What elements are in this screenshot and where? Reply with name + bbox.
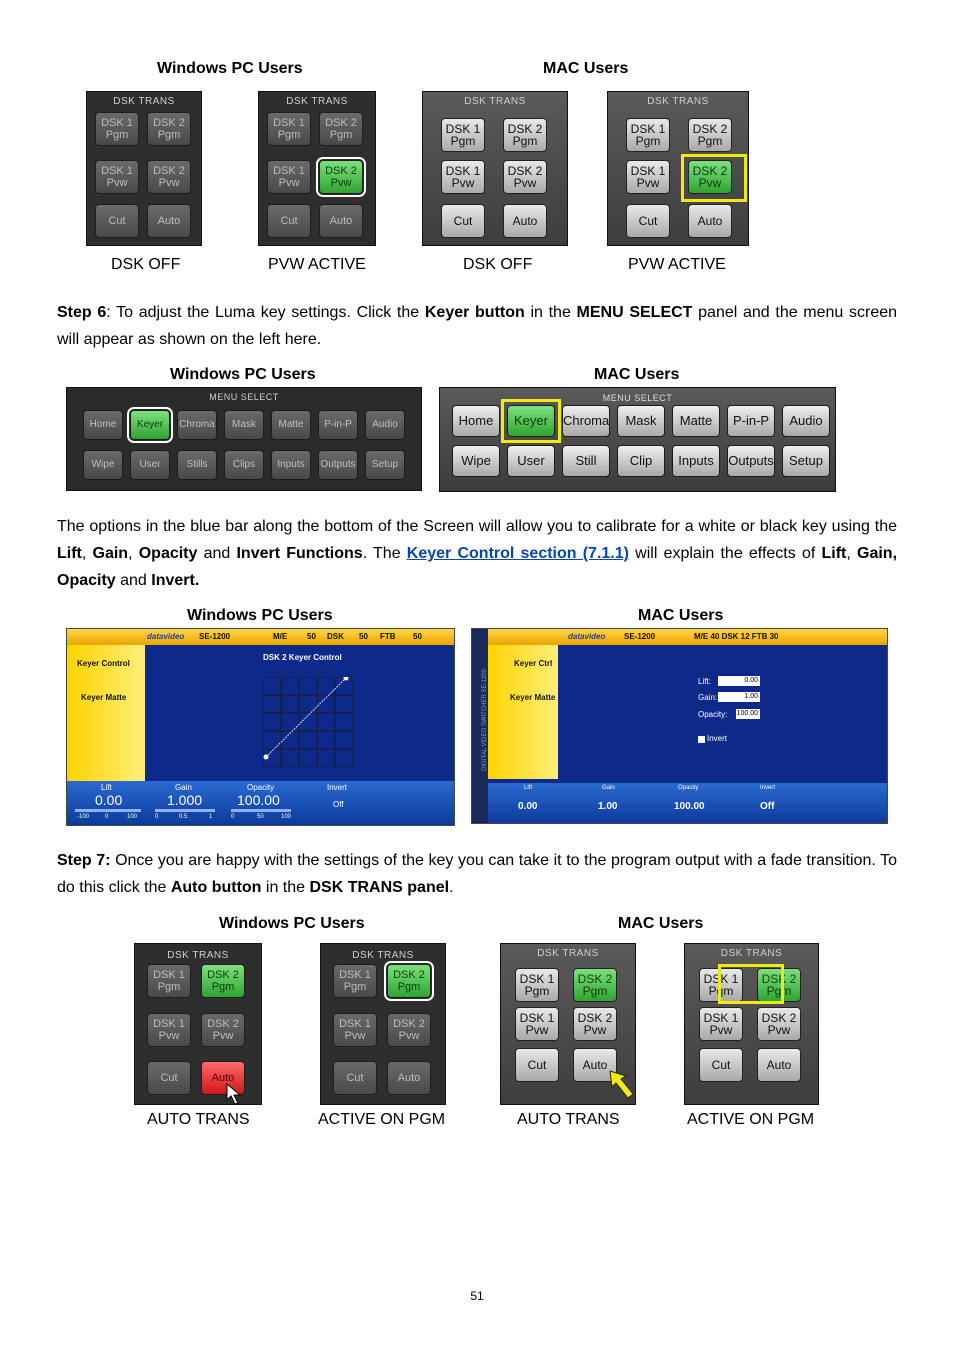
lift-label: Lift xyxy=(524,785,533,791)
auto-button[interactable]: Auto xyxy=(319,204,363,238)
opacity-label: Opacity xyxy=(678,785,699,791)
dsk-trans-panel-mac-auto xyxy=(500,943,636,1105)
lift-slider[interactable] xyxy=(75,809,141,812)
auto-button[interactable]: Auto xyxy=(573,1048,617,1082)
step6-paragraph: Step 6: To adjust the Luma key settings. Click the Keyer button in the MENU SELECT panel and the menu screen will appear as shown on the left here. xyxy=(57,304,898,348)
menu-user-button[interactable]: User xyxy=(507,445,555,477)
gain-scale-min: 0 xyxy=(155,814,159,820)
menu-user-button[interactable]: User xyxy=(130,450,170,480)
caption-active-on-pgm-win: ACTIVE ON PGM xyxy=(318,1111,446,1128)
yellow-arrow-icon xyxy=(607,1068,637,1102)
dsk-trans-panel-win-pvw xyxy=(258,91,376,246)
cut-button[interactable]: Cut xyxy=(626,204,670,238)
dsk2-pvw-button[interactable]: DSK 2 Pvw xyxy=(688,160,732,194)
dsk1-pgm-button[interactable]: DSK 1 Pgm xyxy=(333,964,377,998)
gain-scale-mid: 0.5 xyxy=(179,814,188,820)
dsk1-pgm-button[interactable]: DSK 1 Pgm xyxy=(267,112,311,146)
me-value: 50 xyxy=(307,632,316,641)
dsk2-pvw-button[interactable]: DSK 2 Pvw xyxy=(757,1007,801,1041)
gain-label: Gain xyxy=(602,785,615,791)
opacity-scale-max: 100 xyxy=(281,814,292,820)
cut-button[interactable]: Cut xyxy=(147,1061,191,1095)
caption-auto-trans-mac: AUTO TRANS xyxy=(517,1111,620,1128)
caption-auto-trans-win: AUTO TRANS xyxy=(147,1111,250,1128)
menu-still-button[interactable]: Still xyxy=(562,445,610,477)
auto-button[interactable]: Auto xyxy=(201,1061,245,1095)
menu-audio-button[interactable]: Audio xyxy=(365,410,405,440)
gain-label: Gain xyxy=(175,783,192,792)
brand-logo: datavideo xyxy=(568,632,606,641)
dsk2-pvw-button[interactable]: DSK 2 Pvw xyxy=(319,160,363,194)
highlight-box xyxy=(681,154,747,202)
me-label: M/E xyxy=(273,632,288,641)
highlight-box xyxy=(718,964,784,1004)
section1-win-header: Windows PC Users xyxy=(157,60,303,77)
dsk1-pvw-button[interactable]: DSK 1 Pvw xyxy=(515,1007,559,1041)
dsk1-pvw-button[interactable]: DSK 1 Pvw xyxy=(95,160,139,194)
auto-button[interactable]: Auto xyxy=(688,204,732,238)
side-item-keyer-ctrl[interactable]: Keyer Ctrl xyxy=(514,659,553,668)
dsk-trans-panel-win-auto xyxy=(134,943,262,1105)
auto-button[interactable]: Auto xyxy=(757,1048,801,1082)
invert-value[interactable]: Off xyxy=(333,800,344,809)
dsk1-pvw-button[interactable]: DSK 1 Pvw xyxy=(441,160,485,194)
menu-clip-button[interactable]: Clip xyxy=(617,445,665,477)
dsk2-pgm-button[interactable]: DSK 2 Pgm xyxy=(201,964,245,998)
lift-field-label: Lift: xyxy=(698,677,711,686)
caption-dsk-off-win: DSK OFF xyxy=(111,256,181,273)
gain-value[interactable]: 1.000 xyxy=(167,792,203,808)
panel-title: DSK TRANS xyxy=(286,96,348,107)
gain-value[interactable]: 1.00 xyxy=(598,801,618,812)
side-menu xyxy=(488,645,558,779)
auto-button[interactable]: Auto xyxy=(387,1061,431,1095)
menu-wipe-button[interactable]: Wipe xyxy=(452,445,500,477)
opacity-field[interactable]: 100.00 xyxy=(736,710,758,717)
explanation-paragraph: The options in the blue bar along the bottom of the Screen will allow you to calibrate for a white or black key using the Lift, Gain, Opacity and Invert Functions. The Keyer Control section (7.1.1) will explain the effects of Lift, Gain, Opacity and Invert. xyxy=(57,518,898,589)
dsk2-pgm-button[interactable]: DSK 2 Pgm xyxy=(503,118,547,152)
highlight-box xyxy=(501,399,561,443)
dsk1-pgm-button[interactable]: DSK 1 Pgm xyxy=(699,968,743,1002)
vertical-strip xyxy=(472,629,488,824)
panel-title: DSK TRANS xyxy=(464,96,526,107)
lift-scale-mid: 0 xyxy=(105,814,109,820)
section4-mac-header: MAC Users xyxy=(618,915,704,932)
menu-inputs-button[interactable]: Inputs xyxy=(672,445,720,477)
model-label: SE-1200 xyxy=(624,632,656,641)
keyer-control-link[interactable]: Keyer Control section (7.1.1) xyxy=(406,545,629,562)
panel-title: DSK TRANS xyxy=(720,948,783,959)
invert-value[interactable]: Off xyxy=(760,801,775,812)
dsk1-pvw-button[interactable]: DSK 1 Pvw xyxy=(333,1013,377,1047)
ftb-value: 50 xyxy=(413,632,422,641)
menu-mask-button[interactable]: Mask xyxy=(224,410,264,440)
opacity-slider[interactable] xyxy=(231,809,291,812)
opacity-scale-min: 0 xyxy=(231,814,235,820)
menu-outputs-button[interactable]: Outputs xyxy=(727,445,775,477)
auto-button[interactable]: Auto xyxy=(503,204,547,238)
menu-outputs-button[interactable]: Outputs xyxy=(318,450,358,480)
dsk2-pgm-button[interactable]: DSK 2 Pgm xyxy=(757,968,801,1002)
menu-keyer-button[interactable]: Keyer xyxy=(130,410,170,440)
dsk2-pvw-button[interactable]: DSK 2 Pvw xyxy=(503,160,547,194)
vertical-label: DIGITAL VIDEO SWITCHER SE-1200 xyxy=(481,669,488,771)
ftb-label: FTB xyxy=(380,632,396,641)
dsk1-pgm-button[interactable]: DSK 1 Pgm xyxy=(515,968,559,1002)
panel-title: DSK TRANS xyxy=(537,948,599,959)
section2-win-header: Windows PC Users xyxy=(170,366,316,383)
dsk1-pvw-button[interactable]: DSK 1 Pvw xyxy=(626,160,670,194)
menu-select-panel-win xyxy=(66,387,422,491)
step7-paragraph: Step 7: Once you are happy with the settings of the key you can take it to the program output with a fade transition. To do this click the Auto button in the DSK TRANS panel. xyxy=(57,852,897,896)
lift-value[interactable]: 0.00 xyxy=(518,801,538,812)
lift-label: Lift xyxy=(101,783,112,792)
caption-dsk-off-mac: DSK OFF xyxy=(463,256,533,273)
menu-chroma-button[interactable]: Chroma xyxy=(177,410,217,440)
opacity-scale-mid: 50 xyxy=(257,814,264,820)
panel-title: DSK TRANS xyxy=(167,950,229,961)
menu-setup-button[interactable]: Setup xyxy=(365,450,405,480)
model-label: SE-1200 xyxy=(199,632,231,641)
dsk-trans-panel-mac-off xyxy=(422,91,568,246)
menu-home-button[interactable]: Home xyxy=(83,410,123,440)
dsk-trans-panel-win-off xyxy=(86,91,202,246)
menu-title: MENU SELECT xyxy=(602,393,673,403)
opacity-value[interactable]: 100.00 xyxy=(674,801,705,812)
dsk2-pgm-button[interactable]: DSK 2 Pgm xyxy=(147,112,191,146)
dsk1-pgm-button[interactable]: DSK 1 Pgm xyxy=(626,118,670,152)
gain-slider[interactable] xyxy=(155,809,215,812)
status-readout: M/E 40 DSK 12 FTB 30 xyxy=(694,632,779,641)
menu-home-button[interactable]: Home xyxy=(452,405,500,437)
status-bar xyxy=(67,629,454,645)
lift-field[interactable]: 0.00 xyxy=(718,676,760,686)
panel-title: DSK TRANS xyxy=(352,950,414,961)
menu-keyer-button[interactable]: Keyer xyxy=(507,405,555,437)
bottom-control-bar xyxy=(67,781,454,825)
menu-wipe-button[interactable]: Wipe xyxy=(83,450,123,480)
keyer-screen-win xyxy=(66,628,455,826)
panel-title: DSK TRANS xyxy=(647,96,709,107)
dsk2-pvw-button[interactable]: DSK 2 Pvw xyxy=(387,1013,431,1047)
dsk1-pvw-button[interactable]: DSK 1 Pvw xyxy=(267,160,311,194)
cut-button[interactable]: Cut xyxy=(699,1048,743,1082)
dsk2-pvw-button[interactable]: DSK 2 Pvw xyxy=(201,1013,245,1047)
dsk1-pgm-button[interactable]: DSK 1 Pgm xyxy=(147,964,191,998)
section2-mac-header: MAC Users xyxy=(594,366,680,383)
side-menu xyxy=(67,645,145,781)
menu-title: MENU SELECT xyxy=(209,392,279,402)
menu-matte-button[interactable]: Matte xyxy=(271,410,311,440)
dsk2-pgm-button[interactable]: DSK 2 Pgm xyxy=(688,118,732,152)
cut-button[interactable]: Cut xyxy=(333,1061,377,1095)
menu-mask-button[interactable]: Mask xyxy=(617,405,665,437)
keyer-curve-graph[interactable] xyxy=(263,677,353,767)
opacity-field-label: Opacity: xyxy=(698,710,728,719)
dsk2-pgm-button[interactable]: DSK 2 Pgm xyxy=(387,964,431,998)
lift-scale-min: -100 xyxy=(77,814,90,820)
menu-pinp-button[interactable]: P-in-P xyxy=(727,405,775,437)
gain-scale-max: 1 xyxy=(209,814,213,820)
menu-pinp-button[interactable]: P-in-P xyxy=(318,410,358,440)
bottom-control-bar xyxy=(488,783,887,823)
panel-title: DSK TRANS xyxy=(113,96,175,107)
invert-checkbox-label: Invert xyxy=(707,734,728,743)
lift-value[interactable]: 0.00 xyxy=(95,792,123,808)
keyer-screen-mac xyxy=(471,628,888,824)
caption-active-on-pgm-mac: ACTIVE ON PGM xyxy=(687,1111,815,1128)
cut-button[interactable]: Cut xyxy=(95,204,139,238)
menu-audio-button[interactable]: Audio xyxy=(782,405,830,437)
caption-pvw-active-win: PVW ACTIVE xyxy=(268,256,366,273)
cut-button[interactable]: Cut xyxy=(267,204,311,238)
dsk-trans-panel-mac-pgm xyxy=(684,943,819,1105)
section4-win-header: Windows PC Users xyxy=(219,915,365,932)
dsk2-pvw-button[interactable]: DSK 2 Pvw xyxy=(147,160,191,194)
invert-checkbox[interactable] xyxy=(698,736,705,743)
invert-label: Invert xyxy=(327,783,348,792)
dsk1-pgm-button[interactable]: DSK 1 Pgm xyxy=(95,112,139,146)
gain-field-label: Gain: xyxy=(698,693,718,702)
section1-mac-header: MAC Users xyxy=(543,60,629,77)
menu-matte-button[interactable]: Matte xyxy=(672,405,720,437)
lift-scale-max: 100 xyxy=(127,814,138,820)
menu-chroma-button[interactable]: Chroma xyxy=(562,405,610,437)
opacity-value[interactable]: 100.00 xyxy=(237,792,280,808)
dsk-label: DSK xyxy=(327,632,344,641)
dsk-trans-panel-win-pgm xyxy=(320,943,446,1105)
status-bar xyxy=(488,629,887,645)
invert-label: Invert xyxy=(760,785,776,791)
dsk2-pgm-button[interactable]: DSK 2 Pgm xyxy=(319,112,363,146)
section3-mac-header: MAC Users xyxy=(638,607,724,624)
cut-button[interactable]: Cut xyxy=(441,204,485,238)
menu-select-panel-mac xyxy=(439,387,836,492)
dsk1-pgm-button[interactable]: DSK 1 Pgm xyxy=(441,118,485,152)
menu-inputs-button[interactable]: Inputs xyxy=(271,450,311,480)
dsk2-pvw-button[interactable]: DSK 2 Pvw xyxy=(573,1007,617,1041)
side-item-keyer-matte[interactable]: Keyer Matte xyxy=(81,693,127,702)
side-item-keyer-control[interactable]: Keyer Control xyxy=(77,659,130,668)
dsk-value: 50 xyxy=(359,632,368,641)
cut-button[interactable]: Cut xyxy=(515,1048,559,1082)
menu-clips-button[interactable]: Clips xyxy=(224,450,264,480)
gain-field[interactable]: 1.00 xyxy=(718,692,760,702)
side-item-keyer-matte[interactable]: Keyer Matte xyxy=(510,693,556,702)
dsk1-pvw-button[interactable]: DSK 1 Pvw xyxy=(147,1013,191,1047)
mouse-cursor-icon xyxy=(225,1082,247,1106)
brand-logo: datavideo xyxy=(147,632,185,641)
auto-button[interactable]: Auto xyxy=(147,204,191,238)
page-number: 51 xyxy=(470,1289,484,1303)
caption-pvw-active-mac: PVW ACTIVE xyxy=(628,256,726,273)
panel-title: DSK 2 Keyer Control xyxy=(263,653,342,662)
menu-setup-button[interactable]: Setup xyxy=(782,445,830,477)
section3-win-header: Windows PC Users xyxy=(187,607,333,624)
menu-stills-button[interactable]: Stills xyxy=(177,450,217,480)
dsk-trans-panel-mac-pvw xyxy=(607,91,749,246)
dsk1-pvw-button[interactable]: DSK 1 Pvw xyxy=(699,1007,743,1041)
opacity-label: Opacity xyxy=(247,783,275,792)
dsk2-pgm-button[interactable]: DSK 2 Pgm xyxy=(573,968,617,1002)
